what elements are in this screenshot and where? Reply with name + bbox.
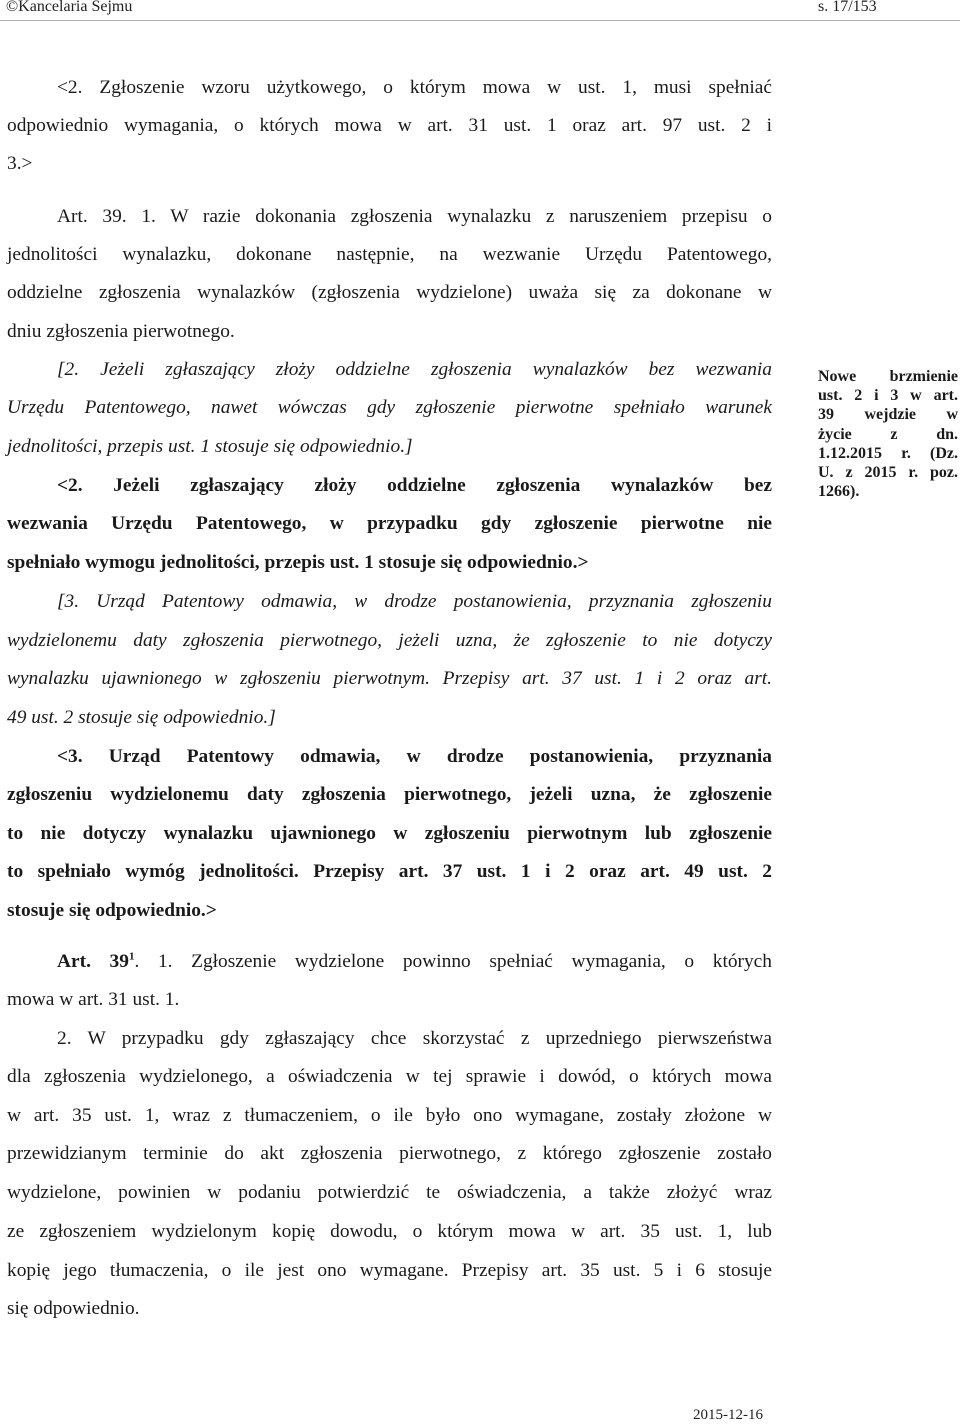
article-text: . 1. Zgłoszenie wydzielone powinno spełniać wymagania, o których — [134, 951, 772, 972]
text-line: przewidzianym terminie do akt zgłoszenia pierwotnego, z którego zgłoszenie zostało — [7, 1143, 772, 1164]
text-line: jednolitości wynalazku, dokonane następnie, na wezwanie Urzędu Patentowego, — [7, 244, 772, 265]
text-line-italic: Urzędu Patentowego, nawet wówczas gdy zgłoszenie pierwotne spełniało warunek — [7, 397, 772, 418]
text-line: się odpowiednio. — [7, 1298, 140, 1319]
article-superscript: 1 — [128, 950, 135, 963]
margin-note-line: 1266). — [818, 483, 860, 501]
article-label: Art. $39^1$ — [57, 950, 135, 972]
text-line-italic: [2. Jeżeli zgłaszający złoży oddzielne zgłoszenia wynalazków bez wezwania — [57, 359, 772, 380]
margin-note-line: 1.12.2015 r. (Dz. — [818, 444, 958, 462]
text-line-bold: stosuje się odpowiednio.> — [7, 900, 217, 921]
text-line: mowa w art. 31 ust. 1. — [7, 989, 180, 1010]
margin-note-line: U. z 2015 r. poz. — [818, 464, 958, 482]
text-line: wydzielone, powinien w podaniu potwierdzić te oświadczenia, a także złożyć wraz — [7, 1182, 772, 1203]
text-line-italic: 49 ust. 2 stosuje się odpowiednio.] — [7, 707, 276, 728]
text-line-bold: <3. Urząd Patentowy odmawia, w drodze postanowienia, przyznania — [57, 746, 772, 767]
header-divider — [0, 20, 960, 21]
margin-note-line: Nowe brzmienie — [818, 368, 958, 385]
text-line: odpowiednio wymagania, o których mowa w art. 31 ust. 1 oraz art. 97 ust. 2 i — [7, 115, 772, 136]
text-line: dniu zgłoszenia pierwotnego. — [7, 321, 235, 342]
text-line: 2. W przypadku gdy zgłaszający chce skorzystać z uprzedniego pierwszeństwa — [57, 1028, 772, 1049]
text-line: w art. 35 ust. 1, wraz z tłumaczeniem, o ile było ono wymagane, zostały złożone w — [7, 1105, 772, 1126]
text-line-italic: [3. Urząd Patentowy odmawia, w drodze postanowienia, przyznania zgłoszeniu — [57, 591, 772, 612]
text-line-bold: to nie dotyczy wynalazku ujawnionego w zgłoszeniu pierwotnym lub zgłoszenie — [7, 823, 772, 844]
text-line: dla zgłoszenia wydzielonego, a oświadczenia w tej sprawie i dowód, o których mowa — [7, 1066, 772, 1087]
text-line-bold: spełniało wymogu jednolitości, przepis ust. 1 stosuje się odpowiednio.> — [7, 552, 589, 573]
margin-note — [818, 367, 958, 501]
text-line-italic: jednolitości, przepis ust. 1 stosuje się odpowiednio.] — [7, 436, 413, 457]
text-line-bold: wezwania Urzędu Patentowego, w przypadku gdy zgłoszenie pierwotne nie — [7, 513, 772, 534]
header-page-number: s. 17/153 — [818, 0, 877, 15]
footer-date: 2015-12-16 — [693, 1407, 763, 1423]
margin-note-line: 39 wejdzie w — [818, 406, 958, 424]
text-line: 3.> — [7, 153, 33, 174]
text-line: Art. 39. 1. W razie dokonania zgłoszenia wynalazku z naruszeniem przepisu o — [57, 206, 772, 227]
text-line: oddzielne zgłoszenia wynalazków (zgłoszenia wydzielone) uważa się za dokonane w — [7, 282, 772, 303]
text-line: kopię jego tłumaczenia, o ile jest ono wymagane. Przepisy art. 35 ust. 5 i 6 stosuje — [7, 1260, 772, 1281]
text-line: <2. Zgłoszenie wzoru użytkowego, o którym mowa w ust. 1, musi spełniać — [57, 77, 772, 98]
article-heading-line — [57, 951, 772, 973]
text-line-italic: wynalazku ujawnionego w zgłoszeniu pierwotnym. Przepisy art. 37 ust. 1 i 2 oraz art. — [7, 668, 772, 689]
text-line-bold: to spełniało wymóg jednolitości. Przepisy art. 37 ust. 1 i 2 oraz art. 49 ust. 2 — [7, 861, 772, 882]
text-line-bold: zgłoszeniu wydzielonemu daty zgłoszenia pierwotnego, jeżeli uzna, że zgłoszenie — [7, 784, 772, 805]
text-line-italic: wydzielonemu daty zgłoszenia pierwotnego, jeżeli uzna, że zgłoszenie to nie dotyczy — [7, 630, 772, 651]
header-copyright: ©Kancelaria Sejmu — [6, 0, 133, 15]
margin-note-line: ust. 2 i 3 w art. — [818, 387, 958, 405]
text-line-bold: <2. Jeżeli zgłaszający złoży oddzielne zgłoszenia wynalazków bez — [57, 475, 772, 496]
margin-note-line: życie z dn. — [818, 425, 958, 443]
text-line: ze zgłoszeniem wydzielonym kopię dowodu, o którym mowa w art. 35 ust. 1, lub — [7, 1221, 772, 1242]
